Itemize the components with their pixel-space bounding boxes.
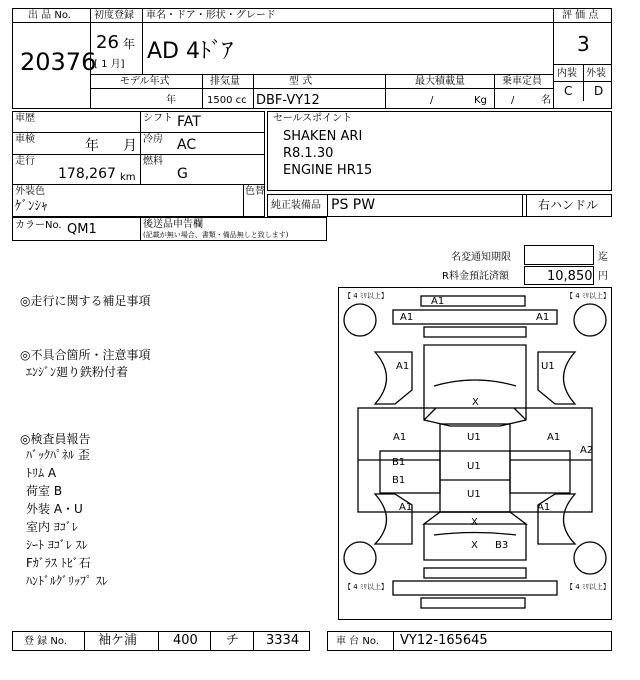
mileage: 178,267 [58, 166, 116, 182]
color-no-label: カラーNo. [15, 220, 62, 231]
supplement-label: ◎走行に関する補足事項 [20, 294, 151, 308]
mark-rear-panel: A1 [431, 296, 445, 307]
post-docs-note: (記載が無い場合、書類・備品無しと致します) [143, 231, 289, 239]
sales-point-2: R8.1.30 [283, 146, 334, 161]
reg-month: [ 1 月] [94, 59, 125, 70]
interior-label: 内装 [557, 68, 577, 79]
mark-rear-door-left: A1 [393, 432, 407, 443]
reg-class: 400 [173, 633, 198, 648]
shift: FAT [177, 114, 201, 130]
mark-side-right: A2 [580, 445, 594, 456]
steering: 右ハンドル [538, 198, 599, 212]
exterior-grade: D [594, 84, 604, 98]
sales-point-1: SHAKEN ARI [283, 129, 363, 144]
sales-point-label: セールスポイント [273, 113, 353, 124]
mark-roof-2-right: U1 [467, 461, 481, 472]
mark-hood-b3: B3 [495, 540, 509, 551]
tire-tread-br: 【 4 ﾐﾘ以上】 [566, 583, 610, 591]
mark-front-door-right: A1 [537, 502, 551, 513]
tire-tread-tl: 【 4 ﾐﾘ以上】 [344, 292, 388, 300]
mileage-unit: km [120, 172, 136, 183]
model-year-unit: 年 [166, 95, 176, 106]
reg-number: 3334 [266, 633, 300, 648]
interior-grade: C [564, 84, 573, 98]
genuine-equipment-label: 純正装備品 [271, 200, 321, 211]
color: ｹﾞﾝｼｬ [15, 199, 48, 214]
mark-roof-3-left: B1 [392, 475, 406, 486]
mark-roof-2-left: B1 [392, 457, 406, 468]
color-no: QM1 [67, 222, 97, 237]
inspection-label: 車検 [15, 134, 35, 145]
mark-rear-bumper-right: A1 [536, 312, 550, 323]
mileage-label: 走行 [15, 156, 35, 167]
exterior-label: 外装 [586, 68, 606, 79]
chassis-no: VY12-165645 [400, 633, 488, 648]
defects-label: ◎不具合箇所・注意事項 [20, 348, 151, 362]
mark-windshield: X [471, 517, 478, 528]
chassis-label: 車 台 No. [336, 636, 379, 647]
year-unit: 年 [123, 37, 136, 51]
capacity-label: 乗車定員 [502, 76, 542, 87]
displacement-label: 排気量 [210, 76, 240, 87]
inspector-item: ｼｰﾄ ﾖｺﾞﾚ ｽﾚ [26, 538, 88, 552]
cooler: AC [177, 137, 197, 153]
mark-hood: X [471, 540, 478, 551]
fuel-label: 燃料 [143, 156, 163, 167]
car-name-label: 車名・ドア・形状・グレード [146, 10, 276, 21]
reg-kana: チ [226, 633, 240, 648]
inspector-item: 外装 A・U [26, 502, 83, 516]
genuine-equipment: PS PW [331, 197, 376, 213]
fuel: G [177, 166, 188, 182]
sales-point-3: ENGINE HR15 [283, 163, 373, 178]
model-year-label: モデル年式 [120, 76, 170, 87]
defect-item: ｴﾝｼﾞﾝ廻り鉄粉付着 [26, 365, 129, 379]
score-label: 評 価 点 [562, 10, 599, 21]
type-label: 型 式 [289, 76, 313, 87]
lot-no: 20376 [20, 48, 97, 76]
recycle-value: 10,850 [547, 269, 593, 284]
max-load-unit: Kg [474, 95, 487, 106]
mark-front-door-left: A1 [399, 502, 413, 513]
mark-rear-glass: X [472, 397, 479, 408]
max-load-label: 最大積載量 [415, 76, 465, 87]
post-docs-label: 後送品申告欄 [143, 219, 203, 230]
shift-label: シフト [143, 113, 173, 124]
name-change-unit: 迄 [598, 252, 608, 263]
tire-tread-tr: 【 4 ﾐﾘ以上】 [566, 292, 610, 300]
max-load-value: / [430, 95, 434, 106]
mark-roof-1: U1 [467, 432, 481, 443]
color-label: 外装色 [15, 186, 45, 197]
mark-rear-bumper-left: A1 [400, 312, 414, 323]
inspection-month-unit: 月 [123, 138, 137, 154]
inspector-item: Fｶﾞﾗｽ ﾄﾋﾞ石 [26, 556, 91, 570]
mark-roof-3-right: U1 [467, 489, 481, 500]
tire-tread-bl: 【 4 ﾐﾘ以上】 [344, 583, 388, 591]
name-change-label: 名変通知期限 [451, 252, 511, 263]
displacement: 1500 cc [207, 95, 247, 106]
reg-year: 26 [96, 32, 119, 53]
mark-rear-door-right: A1 [547, 432, 561, 443]
history-label: 車歴 [15, 113, 35, 124]
lot-no-label: 出 品 No. [28, 10, 71, 21]
inspector-item: ﾊﾞｯｸﾊﾟﾈﾙ 歪 [26, 448, 90, 462]
inspector-item: ﾄﾘﾑ A [26, 466, 57, 480]
inspection-year-unit: 年 [85, 138, 99, 154]
recycle-label: R料金預託済額 [442, 271, 509, 282]
model-type: DBF-VY12 [256, 93, 320, 108]
score: 3 [577, 32, 590, 56]
capacity-unit: 名 [541, 95, 551, 106]
first-reg-label: 初度登録 [94, 10, 134, 21]
inspector-label: ◎検査員報告 [20, 432, 91, 446]
repaint-label: 色替 [245, 186, 265, 197]
cooler-label: 冷房 [143, 134, 163, 145]
mark-rear-quarter-right: U1 [541, 361, 555, 372]
mark-rear-quarter-left: A1 [396, 361, 410, 372]
capacity-value: / [511, 95, 515, 106]
inspector-item: 荷室 B [26, 484, 63, 498]
reg-no-label: 登 録 No. [24, 636, 67, 647]
recycle-unit: 円 [598, 271, 608, 282]
reg-area: 袖ケ浦 [98, 633, 138, 648]
car-name: AD 4ﾄﾞｱ [147, 39, 233, 64]
inspector-item: 室内 ﾖｺﾞﾚ [26, 520, 78, 534]
inspector-item: ﾊﾝﾄﾞﾙｸﾞﾘｯﾌﾟ ｽﾚ [26, 574, 108, 588]
